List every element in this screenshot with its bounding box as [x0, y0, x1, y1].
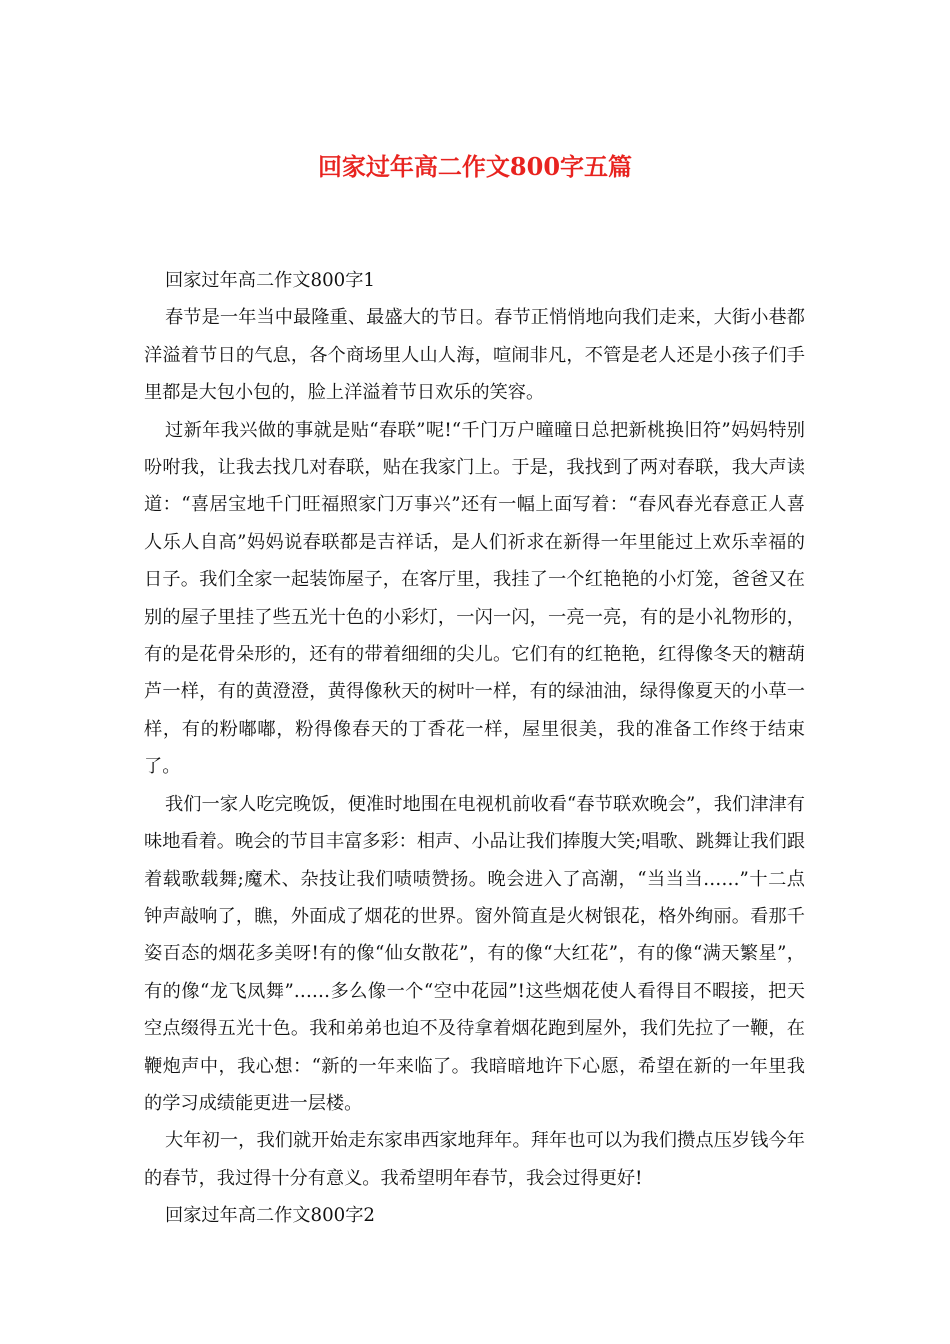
- document-title: 回家过年高二作文800字五篇: [317, 152, 633, 181]
- paragraph: 大年初一，我们就开始走东家串西家地拜年。拜年也可以为我们攒点压岁钱今年的春节，我过得十分有意义。我希望明年春节，我会过得更好!: [144, 1130, 805, 1189]
- paragraph: 春节是一年当中最隆重、最盛大的节日。春节正悄悄地向我们走来，大街小巷都洋溢着节日的气息，各个商场里人山人海，喧闹非凡，不管是老人还是小孩子们手里都是大包小包的，脸上洋溢着节日欢乐的笑容。: [144, 307, 805, 404]
- paragraph: 我们一家人吃完晚饭，便准时地围在电视机前收看“春节联欢晚会”，我们津津有味地看着。晚会的节目丰富多彩：相声、小品让我们捧腹大笑;唱歌、跳舞让我们跟着载歌载舞;魔术、杂技让我们啧啧赞扬。晚会进入了高潮，“当当当……”十二点钟声敲响了，瞧，外面成了烟花的世界。窗外简直是火树银花，格外绚丽。看那千姿百态的烟花多美呀!有的像“仙女散花”，有的像“大红花”，有的像“满天繁星”，有的像“龙飞凤舞”……多么像一个“空中花园”!这些烟花使人看得目不暇接，把天空点缀得五光十色。我和弟弟也迫不及待拿着烟花跑到屋外，我们先拉了一鞭，在鞭炮声中，我心想：“新的一年来临了。我暗暗地许下心愿，希望在新的一年里我的学习成绩能更进一层楼。: [144, 793, 805, 1114]
- section-heading-1: 回家过年高二作文800字1: [165, 270, 375, 291]
- paragraph: 过新年我兴做的事就是贴“春联”呢!“千门万户曈曈日总把新桃换旧符”妈妈特别吩咐我，让我去找几对春联，贴在我家门上。于是，我找到了两对春联，我大声读道：“喜居宝地千门旺福照家门万事兴”还有一幅上面写着：“春风春光春意正人喜人乐人自高”妈妈说春联都是吉祥话，是人们祈求在新得一年里能过上欢乐幸福的日子。我们全家一起装饰屋子，在客厅里，我挂了一个红艳艳的小灯笼，爸爸又在别的屋子里挂了些五光十色的小彩灯，一闪一闪，一亮一亮，有的是小礼物形的，有的是花骨朵形的，还有的带着细细的尖儿。它们有的红艳艳，红得像冬天的糖葫芦一样，有的黄澄澄，黄得像秋天的树叶一样，有的绿油油，绿得像夏天的小草一样，有的粉嘟嘟，粉得像春天的丁香花一样，屋里很美，我的准备工作终于结束了。: [144, 419, 805, 778]
- section-heading-2: 回家过年高二作文800字2: [165, 1205, 375, 1227]
- document-body: [144, 262, 805, 1235]
